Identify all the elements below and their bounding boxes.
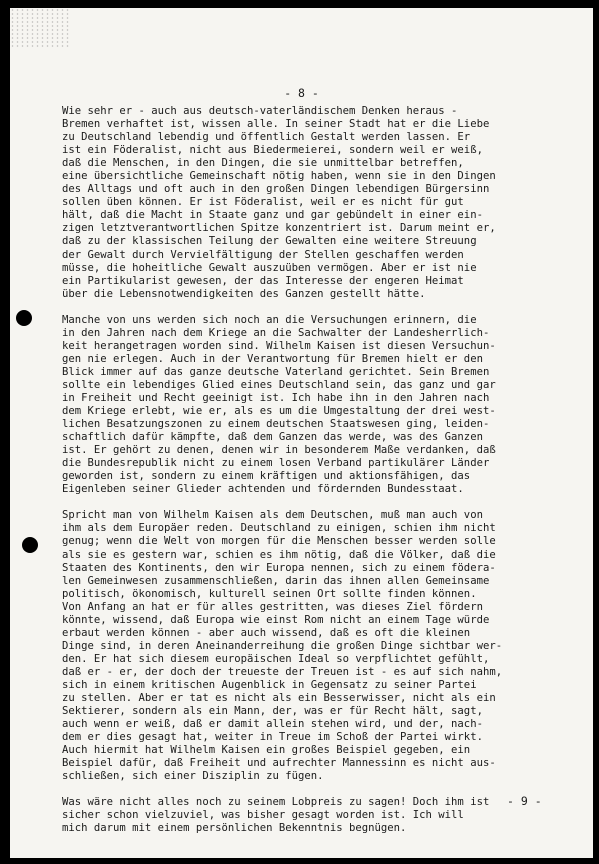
text-line: Blick immer auf das ganze deutsche Vaterland gerichtet. Sein Bremen (62, 365, 490, 378)
text-line: des Alltags und oft auch in den großen Dingen lebendigen Bürgersinn (62, 183, 490, 196)
body-text (62, 105, 582, 848)
paragraph (62, 105, 582, 301)
paragraph (62, 314, 582, 497)
text-line: len Gemeinwesen zusammenschließen, darin das ihnen allen Gemeinsame (62, 574, 490, 587)
text-line: hält, daß die Macht in Staate ganz und gar gebündelt in einer ein- (62, 209, 483, 222)
text-line: erbaut werden können - aber auch wissend, daß es oft die kleinen (62, 626, 471, 639)
page-number: - 8 - (284, 86, 319, 100)
text-line: Beispiel dafür, daß Freiheit und aufrechter Mannessinn es nicht aus- (62, 757, 496, 770)
text-line: schließen, sich einer Disziplin zu fügen. (62, 770, 324, 783)
text-line: müsse, die hoheitliche Gewalt auszuüben vermögen. Aber er ist nie (62, 261, 477, 274)
text-line: Auch hiermit hat Wilhelm Kaisen ein großes Beispiel gegeben, ein (62, 744, 471, 757)
text-line: Sektierer, sondern als ein Mann, der, was er für Recht hält, sagt, (62, 705, 483, 718)
paragraph (62, 509, 582, 783)
text-line: sicher schon vielzuviel, was bisher gesagt worden ist. Ich will (62, 809, 464, 822)
text-line: Staaten des Kontinents, den wir Europa nennen, sich zu einem födera- (62, 561, 496, 574)
text-line: ist ein Föderalist, nicht aus Biedermeierei, sondern weil er weiß, (62, 144, 483, 157)
text-line: Dinge sind, in deren Aneinanderreihung die großen Dinge sichtbar wer- (62, 639, 503, 652)
text-line: politisch, ökonomisch, kulturell seinen Ort sollte finden können. (62, 587, 477, 600)
text-line: dem Kriege erlebt, wie er, als es um die Umgestaltung der drei west- (62, 405, 496, 418)
text-line: ihm als dem Europäer reden. Deutschland zu einigen, schien ihm nicht (62, 522, 496, 535)
text-line: ein Partikularist gewesen, der das Interesse der engeren Heimat (62, 274, 464, 287)
next-page-marker: - 9 - (507, 794, 542, 808)
text-line: eine übersichtliche Gemeinschaft nötig haben, wenn sie in den Dingen (62, 170, 496, 183)
text-line: Manche von uns werden sich noch an die Versuchungen erinnern, die (62, 313, 477, 326)
text-line: Was wäre nicht alles noch zu seinem Lobpreis zu sagen! Doch ihm ist (62, 796, 490, 809)
paragraph (62, 796, 582, 835)
text-line: zigen letztverantwortlichen Spitze konzentriert ist. Darum meint er, (62, 222, 496, 235)
text-line: sich in einem kritischen Augenblick in Gegensatz zu seiner Partei (62, 678, 477, 691)
text-line: ist. Er gehört zu denen, denen wir in besonderem Maße verdanken, daß (62, 444, 496, 457)
text-line: mich darum mit einem persönlichen Bekenntnis begnügen. (62, 822, 407, 835)
text-line: zu stellen. Aber er tat es nicht als ein Besserwisser, nicht als ein (62, 692, 496, 705)
text-line: daß zu der klassischen Teilung der Gewalten eine weitere Streuung (62, 235, 477, 248)
text-line: Spricht man von Wilhelm Kaisen als dem Deutschen, muß man auch von (62, 509, 483, 522)
text-line: auch wenn er weiß, daß er damit allein stehen wird, und der, nach- (62, 718, 483, 731)
text-line: die Bundesrepublik nicht zu einem losen Verband partikulärer Länder (62, 457, 490, 470)
text-line: daß die Menschen, in den Dingen, die sie unmittelbar betreffen, (62, 157, 464, 170)
text-line: der Gewalt durch Vervielfältigung der Stellen geschaffen werden (62, 248, 464, 261)
text-line: Von Anfang an hat er für alles gestritten, was dieses Ziel fördern (62, 600, 483, 613)
text-line: in Freiheit und Recht geeinigt ist. Ich habe ihn in den Jahren nach (62, 391, 490, 404)
text-line: sollte ein lebendiges Glied eines Deutschland sein, das ganz und gar (62, 378, 496, 391)
text-line: den. Er hat sich diesem europäischen Ideal so verpflichtet gefühlt, (62, 652, 490, 665)
text-line: sollen üben können. Er ist Föderalist, weil er es nicht für gut (62, 196, 464, 209)
text-line: genug; wenn die Welt von morgen für die Menschen besser werden solle (62, 535, 496, 548)
text-line: in den Jahren nach dem Kriege an die Sachwalter der Landesherrlich- (62, 326, 490, 339)
scan-noise (10, 8, 70, 48)
text-line: Eigenleben seiner Glieder achtenden und fördernden Bundesstaat. (62, 483, 464, 496)
text-line: über die Lebensnotwendigkeiten des Ganzen gestellt hätte. (62, 287, 426, 300)
text-line: als sie es gestern war, schien es ihm nötig, daß die Völker, daß die (62, 548, 496, 561)
text-line: zu Deutschland lebendig und öffentlich Gestalt werden lassen. Er (62, 131, 471, 144)
text-line: könnte, wissend, daß Europa wie einst Rom nicht an einem Tage würde (62, 613, 490, 626)
text-line: daß er - er, der doch der treueste der Treuen ist - es auf sich nahm, (62, 665, 503, 678)
text-line: schaftlich dafür kämpfte, daß dem Ganzen das werde, was des Ganzen (62, 431, 483, 444)
text-line: dem er dies gesagt hat, weiter in Treue im Schoß der Partei wirkt. (62, 731, 483, 744)
text-line: Bremen verhaftet ist, wissen alle. In seiner Stadt hat er die Liebe (62, 118, 490, 131)
punch-hole (16, 310, 32, 326)
text-line: lichen Besatzungszonen zu einem deutschen Staatswesen ging, leiden- (62, 418, 490, 431)
text-line: geworden ist, sondern zu einem kräftigen und aktionsfähigen, das (62, 470, 471, 483)
text-line: Wie sehr er - auch aus deutsch-vaterländischem Denken heraus - (62, 105, 458, 117)
punch-hole (22, 537, 38, 553)
text-line: gen nie erlegen. Auch in der Verantwortung für Bremen hielt er den (62, 352, 483, 365)
document-page (10, 8, 593, 858)
text-line: keit herangetragen worden sind. Wilhelm Kaisen ist diesen Versuchun- (62, 339, 496, 352)
